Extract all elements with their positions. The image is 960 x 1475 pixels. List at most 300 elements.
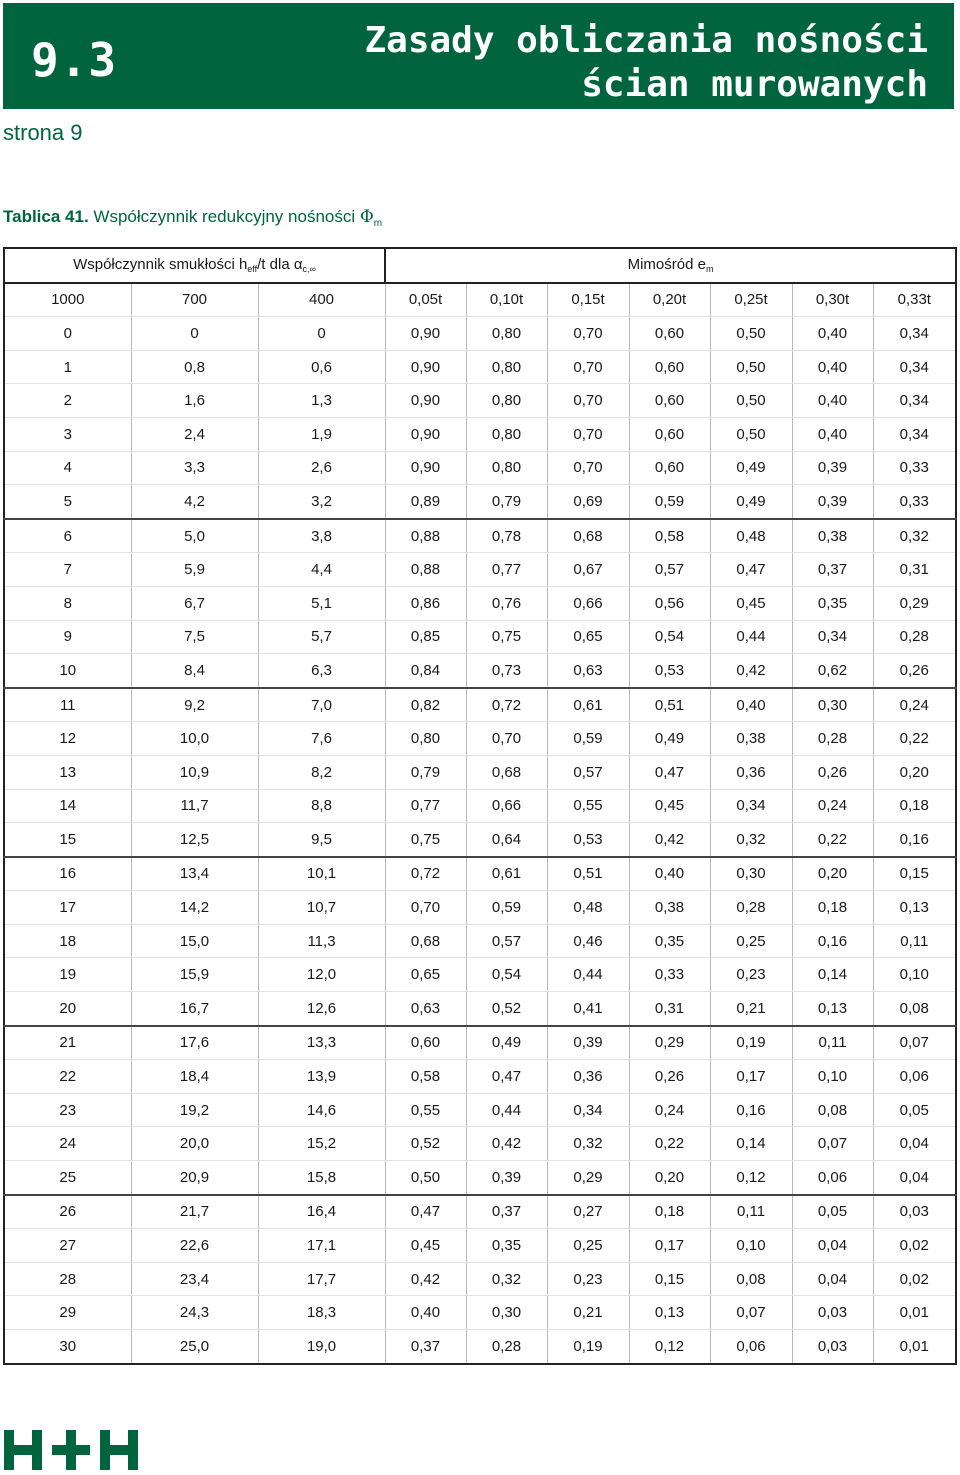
table-cell: 0,14	[792, 958, 873, 992]
table-cell: 0,15	[873, 857, 956, 891]
table-cell: 22,6	[131, 1229, 258, 1263]
table-cell: 0,80	[466, 384, 547, 418]
table-cell: 5	[4, 485, 131, 519]
table-cell: 0,48	[547, 891, 629, 925]
table-cell: 10,1	[258, 857, 385, 891]
table-cell: 0,07	[710, 1296, 792, 1330]
table-cell: 0,38	[792, 519, 873, 553]
table-cell: 0,32	[547, 1127, 629, 1161]
table-cell: 24,3	[131, 1296, 258, 1330]
table-cell: 1,3	[258, 384, 385, 418]
table-cell: 0,50	[710, 384, 792, 418]
table-row	[4, 1296, 956, 1330]
table-cell: 0,26	[792, 755, 873, 789]
table-cell: 0,80	[466, 350, 547, 384]
table-cell: 0,13	[873, 891, 956, 925]
table-cell: 0,40	[629, 857, 710, 891]
table-cell: 0,50	[710, 350, 792, 384]
table-cell: 0,52	[385, 1127, 466, 1161]
column-header: 0,25t	[710, 283, 792, 317]
table-cell: 0,34	[547, 1093, 629, 1127]
table-cell: 0,05	[873, 1093, 956, 1127]
table-cell: 0,86	[385, 586, 466, 620]
table-row	[4, 485, 956, 519]
table-row	[4, 1262, 956, 1296]
table-row	[4, 1026, 956, 1060]
table-cell: 0,70	[547, 417, 629, 451]
table-cell: 9,2	[131, 688, 258, 722]
table-cell: 0,70	[547, 350, 629, 384]
table-cell: 0,16	[710, 1093, 792, 1127]
table-cell: 0,47	[629, 755, 710, 789]
table-row	[4, 586, 956, 620]
table-cell: 5,7	[258, 620, 385, 654]
table-cell: 0,34	[873, 350, 956, 384]
table-cell: 0,70	[466, 722, 547, 756]
table-cell: 17,6	[131, 1026, 258, 1060]
table-cell: 0,03	[873, 1195, 956, 1229]
table-cell: 18,4	[131, 1060, 258, 1094]
table-cell: 0,13	[792, 992, 873, 1026]
h-plus-h-logo	[4, 1430, 138, 1475]
table-cell: 0,49	[710, 485, 792, 519]
table-cell: 0,03	[792, 1296, 873, 1330]
slenderness-header: Współczynnik smukłości $h_{eff}/t$ dla $\alpha_{c,\infty}$	[4, 248, 385, 283]
table-cell: 0,16	[792, 924, 873, 958]
table-row	[4, 451, 956, 485]
table-cell: 0,89	[385, 485, 466, 519]
table-cell: 20,9	[131, 1161, 258, 1195]
eccentricity-header: Mimośród $e_m$	[385, 248, 956, 283]
table-cell: 0,26	[629, 1060, 710, 1094]
table-cell: 18,3	[258, 1296, 385, 1330]
table-cell: 19	[4, 958, 131, 992]
table-cell: 0,6	[258, 350, 385, 384]
table-cell: 23	[4, 1093, 131, 1127]
table-cell: 0,57	[466, 924, 547, 958]
table-cell: 8	[4, 586, 131, 620]
section-header-banner	[3, 3, 954, 109]
table-cell: 0,12	[629, 1330, 710, 1364]
table-cell: 0,56	[629, 586, 710, 620]
table-cell: 0,90	[385, 350, 466, 384]
table-cell: 10,9	[131, 755, 258, 789]
table-cell: 5,1	[258, 586, 385, 620]
table-cell: 0,26	[873, 654, 956, 688]
table-cell: 0,42	[385, 1262, 466, 1296]
table-cell: 4	[4, 451, 131, 485]
table-cell: 0,40	[792, 417, 873, 451]
table-cell: 0,33	[873, 451, 956, 485]
table-cell: 13,4	[131, 857, 258, 891]
table-cell: 19,2	[131, 1093, 258, 1127]
logo-icon	[4, 1430, 138, 1470]
table-cell: 0,79	[385, 755, 466, 789]
table-cell: 0,03	[792, 1330, 873, 1364]
table-cell: 0,66	[547, 586, 629, 620]
table-cell: 0,28	[466, 1330, 547, 1364]
section-title-line-1: Zasady obliczania nośności	[364, 20, 928, 61]
table-cell: 0,53	[547, 823, 629, 857]
table-cell: 0,34	[710, 789, 792, 823]
table-cell: 0,35	[792, 586, 873, 620]
section-title	[364, 19, 928, 107]
table-cell: 0,08	[792, 1093, 873, 1127]
table-cell: 7,0	[258, 688, 385, 722]
table-cell: 13	[4, 755, 131, 789]
table-cell: 0,49	[710, 451, 792, 485]
section-title-line-2: ścian murowanych	[581, 64, 928, 105]
table-cell: 6,7	[131, 586, 258, 620]
table-cell: 0,11	[792, 1026, 873, 1060]
group-header-row	[4, 248, 956, 283]
table-row	[4, 350, 956, 384]
table-cell: 0,57	[547, 755, 629, 789]
table-cell: 0,80	[385, 722, 466, 756]
table-cell: 0,63	[547, 654, 629, 688]
table-cell: 0,01	[873, 1296, 956, 1330]
table-row	[4, 823, 956, 857]
table-row	[4, 384, 956, 418]
table-cell: 0,65	[547, 620, 629, 654]
table-cell: 0,06	[710, 1330, 792, 1364]
table-cell: 0,80	[466, 417, 547, 451]
table-cell: 15,8	[258, 1161, 385, 1195]
table-cell: 0,37	[792, 553, 873, 587]
column-header: 1000	[4, 283, 131, 317]
table-cell: 0,29	[629, 1026, 710, 1060]
table-cell: 6	[4, 519, 131, 553]
table-cell: 0,10	[792, 1060, 873, 1094]
table-cell: 0,68	[385, 924, 466, 958]
table-cell: 0,70	[547, 317, 629, 351]
table-cell: 0,39	[547, 1026, 629, 1060]
table-cell: 0,33	[873, 485, 956, 519]
table-cell: 0,59	[629, 485, 710, 519]
table-cell: 0,60	[629, 317, 710, 351]
table-cell: 24	[4, 1127, 131, 1161]
table-cell: 0,40	[385, 1296, 466, 1330]
table-cell: 0,12	[710, 1161, 792, 1195]
table-cell: 5,9	[131, 553, 258, 587]
reduction-factor-table	[3, 247, 957, 1365]
table-cell: 11,3	[258, 924, 385, 958]
table-cell: 0	[4, 317, 131, 351]
table-cell: 0,39	[466, 1161, 547, 1195]
table-cell: 9	[4, 620, 131, 654]
table-cell: 0,66	[466, 789, 547, 823]
table-cell: 0,17	[629, 1229, 710, 1263]
table-cell: 12,6	[258, 992, 385, 1026]
table-cell: 0,70	[547, 451, 629, 485]
table-cell: 0,60	[385, 1026, 466, 1060]
table-cell: 0,50	[710, 417, 792, 451]
table-cell: 0,28	[710, 891, 792, 925]
table-cell: 15	[4, 823, 131, 857]
table-cell: 0	[258, 317, 385, 351]
table-cell: 0,18	[873, 789, 956, 823]
table-cell: 0,45	[385, 1229, 466, 1263]
table-cell: 0,30	[466, 1296, 547, 1330]
table-cell: 3,3	[131, 451, 258, 485]
table-row	[4, 417, 956, 451]
table-cell: 0,24	[629, 1093, 710, 1127]
table-cell: 0,02	[873, 1229, 956, 1263]
table-cell: 0,68	[466, 755, 547, 789]
table-cell: 0,04	[873, 1127, 956, 1161]
table-cell: 15,0	[131, 924, 258, 958]
table-cell: 0,69	[547, 485, 629, 519]
table-cell: 10	[4, 654, 131, 688]
table-cell: 0,62	[792, 654, 873, 688]
table-cell: 0,8	[131, 350, 258, 384]
table-cell: 0,11	[873, 924, 956, 958]
table-cell: 17	[4, 891, 131, 925]
table-cell: 0,17	[710, 1060, 792, 1094]
table-row	[4, 958, 956, 992]
table-cell: 11	[4, 688, 131, 722]
table-cell: 0,58	[629, 519, 710, 553]
page-indicator: strona 9	[3, 120, 83, 145]
table-cell: 29	[4, 1296, 131, 1330]
table-cell: 8,8	[258, 789, 385, 823]
caption-symbol: Φ	[359, 207, 374, 227]
table-cell: 0,60	[629, 350, 710, 384]
table-cell: 0,16	[873, 823, 956, 857]
table-cell: 17,7	[258, 1262, 385, 1296]
table-cell: 0,21	[547, 1296, 629, 1330]
table-cell: 0,51	[629, 688, 710, 722]
table-cell: 0,37	[385, 1330, 466, 1364]
table-cell: 0,08	[873, 992, 956, 1026]
column-header-row	[4, 283, 956, 317]
column-header: 400	[258, 283, 385, 317]
table-cell: 11,7	[131, 789, 258, 823]
table-cell: 0,18	[629, 1195, 710, 1229]
table-cell: 0,31	[629, 992, 710, 1026]
table-cell: 0,25	[547, 1229, 629, 1263]
table-cell: 0,47	[710, 553, 792, 587]
table-cell: 0,46	[547, 924, 629, 958]
table-cell: 0,05	[792, 1195, 873, 1229]
column-header: 0,10t	[466, 283, 547, 317]
table-cell: 0,41	[547, 992, 629, 1026]
table-cell: 0,28	[873, 620, 956, 654]
table-row	[4, 1161, 956, 1195]
table-cell: 0,75	[385, 823, 466, 857]
table-cell: 0,50	[710, 317, 792, 351]
column-header: 0,15t	[547, 283, 629, 317]
table-cell: 0,19	[547, 1330, 629, 1364]
table-cell: 0,90	[385, 417, 466, 451]
table-cell: 0,30	[710, 857, 792, 891]
caption-label: Tablica 41.	[3, 207, 89, 226]
table-cell: 0,32	[466, 1262, 547, 1296]
table-cell: 0,34	[873, 384, 956, 418]
caption-symbol-sub: m	[373, 218, 383, 229]
table-cell: 0,90	[385, 384, 466, 418]
table-cell: 0,45	[710, 586, 792, 620]
table-cell: 0,02	[873, 1262, 956, 1296]
table-cell: 0,28	[792, 722, 873, 756]
table-cell: 0,63	[385, 992, 466, 1026]
table-cell: 0,53	[629, 654, 710, 688]
table-cell: 0,19	[710, 1026, 792, 1060]
table-cell: 0,24	[792, 789, 873, 823]
table-cell: 0,22	[629, 1127, 710, 1161]
table-cell: 0,60	[629, 384, 710, 418]
table-cell: 21,7	[131, 1195, 258, 1229]
table-row	[4, 688, 956, 722]
table-cell: 0,58	[385, 1060, 466, 1094]
table-cell: 3,2	[258, 485, 385, 519]
table-row	[4, 1127, 956, 1161]
table-cell: 0,55	[547, 789, 629, 823]
table-cell: 0,45	[629, 789, 710, 823]
table-cell: 0,18	[792, 891, 873, 925]
table-cell: 28	[4, 1262, 131, 1296]
table-cell: 0,04	[873, 1161, 956, 1195]
table-cell: 16,4	[258, 1195, 385, 1229]
table-cell: 0,79	[466, 485, 547, 519]
table-cell: 0,59	[547, 722, 629, 756]
table-cell: 0,40	[792, 384, 873, 418]
table-cell: 0,54	[629, 620, 710, 654]
table-cell: 0,84	[385, 654, 466, 688]
table-cell: 0,39	[792, 451, 873, 485]
table-cell: 20,0	[131, 1127, 258, 1161]
table-cell: 0,47	[385, 1195, 466, 1229]
column-header: 0,05t	[385, 283, 466, 317]
section-number: 9.3	[31, 33, 118, 87]
table-cell: 0,24	[873, 688, 956, 722]
table-cell: 7,6	[258, 722, 385, 756]
table-cell: 10,0	[131, 722, 258, 756]
table-cell: 0,31	[873, 553, 956, 587]
table-cell: 2,6	[258, 451, 385, 485]
table-cell: 27	[4, 1229, 131, 1263]
table-cell: 0,25	[710, 924, 792, 958]
table-cell: 10,7	[258, 891, 385, 925]
table-cell: 0,48	[710, 519, 792, 553]
table-cell: 18	[4, 924, 131, 958]
table-cell: 1	[4, 350, 131, 384]
table-cell: 7,5	[131, 620, 258, 654]
table-cell: 0,88	[385, 519, 466, 553]
table-cell: 0,04	[792, 1262, 873, 1296]
table-cell: 0,54	[466, 958, 547, 992]
table-cell: 0,35	[466, 1229, 547, 1263]
table-cell: 25	[4, 1161, 131, 1195]
table-cell: 1,9	[258, 417, 385, 451]
table-cell: 0,33	[629, 958, 710, 992]
table-cell: 0,64	[466, 823, 547, 857]
table-cell: 0,15	[629, 1262, 710, 1296]
table-cell: 13,3	[258, 1026, 385, 1060]
table-cell: 0,42	[710, 654, 792, 688]
table-cell: 15,2	[258, 1127, 385, 1161]
table-cell: 0,42	[629, 823, 710, 857]
table-cell: 0,49	[466, 1026, 547, 1060]
table-cell: 0,65	[385, 958, 466, 992]
table-cell: 0,06	[873, 1060, 956, 1094]
table-cell: 0,32	[873, 519, 956, 553]
table-cell: 0,30	[792, 688, 873, 722]
table-cell: 0,60	[629, 451, 710, 485]
table-cell: 20	[4, 992, 131, 1026]
table-cell: 25,0	[131, 1330, 258, 1364]
table-cell: 0,11	[710, 1195, 792, 1229]
table-cell: 0,13	[629, 1296, 710, 1330]
table-cell: 12,5	[131, 823, 258, 857]
table-cell: 30	[4, 1330, 131, 1364]
caption-text: Współczynnik redukcyjny nośności	[88, 207, 360, 226]
table-cell: 0,59	[466, 891, 547, 925]
table-cell: 7	[4, 553, 131, 587]
table-cell: 0,67	[547, 553, 629, 587]
table-cell: 0,34	[792, 620, 873, 654]
table-cell: 4,4	[258, 553, 385, 587]
table-row	[4, 1330, 956, 1364]
table-cell: 0,36	[547, 1060, 629, 1094]
table-cell: 0,07	[873, 1026, 956, 1060]
table-cell: 2,4	[131, 417, 258, 451]
table-cell: 17,1	[258, 1229, 385, 1263]
table-row	[4, 620, 956, 654]
table-cell: 0,20	[873, 755, 956, 789]
table-row	[4, 789, 956, 823]
table-cell: 0,55	[385, 1093, 466, 1127]
table-cell: 0,29	[873, 586, 956, 620]
table-cell: 0,78	[466, 519, 547, 553]
table-cell: 0,27	[547, 1195, 629, 1229]
table-cell: 0,70	[385, 891, 466, 925]
table-cell: 0,40	[792, 350, 873, 384]
table-cell: 0,90	[385, 317, 466, 351]
table-row	[4, 1229, 956, 1263]
table-cell: 0,14	[710, 1127, 792, 1161]
table-cell: 0,20	[629, 1161, 710, 1195]
table-row	[4, 1060, 956, 1094]
table-cell: 23,4	[131, 1262, 258, 1296]
table-cell: 26	[4, 1195, 131, 1229]
table-cell: 0,39	[792, 485, 873, 519]
table-row	[4, 1195, 956, 1229]
table-cell: 0,76	[466, 586, 547, 620]
table-cell: 0,44	[466, 1093, 547, 1127]
table-cell: 0,10	[710, 1229, 792, 1263]
table-cell: 0,01	[873, 1330, 956, 1364]
table-row	[4, 654, 956, 688]
table-cell: 8,2	[258, 755, 385, 789]
table-row	[4, 992, 956, 1026]
table-cell: 0,06	[792, 1161, 873, 1195]
table-cell: 0,29	[547, 1161, 629, 1195]
table-cell: 19,0	[258, 1330, 385, 1364]
table-cell: 0,77	[385, 789, 466, 823]
table-cell: 0,75	[466, 620, 547, 654]
table-cell: 12	[4, 722, 131, 756]
table-cell: 2	[4, 384, 131, 418]
table-cell: 0,61	[466, 857, 547, 891]
table-cell: 0,40	[792, 317, 873, 351]
table-caption	[3, 207, 382, 229]
table-cell: 0,77	[466, 553, 547, 587]
table-cell: 4,2	[131, 485, 258, 519]
table-cell: 0,36	[710, 755, 792, 789]
table-cell: 6,3	[258, 654, 385, 688]
table-row	[4, 857, 956, 891]
